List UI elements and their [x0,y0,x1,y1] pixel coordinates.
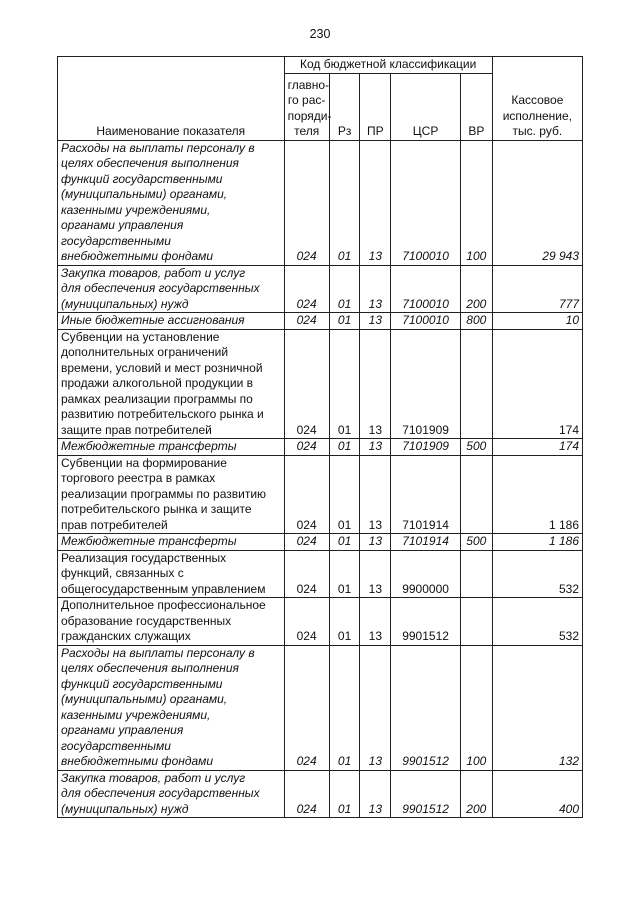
cell-amount: 777 [492,265,582,313]
cell-pr: 13 [360,455,391,534]
header-rz: Рз [329,73,360,140]
cell-vr: 200 [460,265,492,313]
cell-glav: 024 [284,329,329,439]
cell-csr: 9901512 [391,598,461,646]
cell-csr: 9900000 [391,550,461,598]
header-vr: ВР [460,73,492,140]
cell-name: Субвенции на установление дополнительных ограничений времени, условий и мест розничной продажи алкогольной продукции в рамках реализации программы по развитию потребительского рынка и защите прав потребителей [58,329,285,439]
table-row [58,534,583,551]
header-csr: ЦСР [391,73,461,140]
page-number: 230 [309,27,331,41]
cell-csr: 9901512 [391,645,461,770]
cell-name: Субвенции на формирование торгового реестра в рамках реализации программы по развитию потребительского рынка и защите прав потребителей [58,455,285,534]
cell-pr: 13 [360,265,391,313]
cell-rz: 01 [329,770,360,818]
cell-glav: 024 [284,550,329,598]
cell-pr: 13 [360,140,391,265]
cell-name: Межбюджетные трансферты [58,534,285,551]
cell-rz: 01 [329,329,360,439]
cell-glav: 024 [284,439,329,456]
cell-amount: 174 [492,329,582,439]
table-row [58,140,583,265]
cell-amount: 174 [492,439,582,456]
cell-pr: 13 [360,770,391,818]
cell-csr: 7100010 [391,140,461,265]
table-row [58,645,583,770]
table-row [58,439,583,456]
cell-amount: 1 186 [492,534,582,551]
table-row [58,455,583,534]
table-row [58,770,583,818]
cell-pr: 13 [360,439,391,456]
cell-rz: 01 [329,534,360,551]
cell-csr: 7100010 [391,265,461,313]
cell-name: Расходы на выплаты персоналу в целях обеспечения выполнения функций государственными (муниципальными) органами, казенными учреждениями, органами управления государственными внебюджетными фондами [58,645,285,770]
header-pr: ПР [360,73,391,140]
header-name: Наименование показателя [58,57,285,141]
cell-rz: 01 [329,455,360,534]
cell-amount: 532 [492,550,582,598]
header-classification-group: Код бюджетной классификации [284,57,492,74]
cell-glav: 024 [284,645,329,770]
header-glav: главно- го рас- поряди- теля [284,73,329,140]
cell-glav: 024 [284,598,329,646]
cell-amount: 10 [492,313,582,330]
cell-pr: 13 [360,598,391,646]
cell-rz: 01 [329,598,360,646]
cell-name: Расходы на выплаты персоналу в целях обеспечения выполнения функций государственными (муниципальными) органами, казенными учреждениями, органами управления государственными внебюджетными фондами [58,140,285,265]
cell-vr: 800 [460,313,492,330]
cell-rz: 01 [329,313,360,330]
cell-glav: 024 [284,455,329,534]
cell-csr: 9901512 [391,770,461,818]
cell-amount: 29 943 [492,140,582,265]
cell-csr: 7101909 [391,439,461,456]
cell-rz: 01 [329,550,360,598]
cell-name: Межбюджетные трансферты [58,439,285,456]
cell-rz: 01 [329,265,360,313]
cell-name: Закупка товаров, работ и услуг для обеспечения государственных (муниципальных) нужд [58,265,285,313]
cell-amount: 132 [492,645,582,770]
cell-vr [460,550,492,598]
cell-csr: 7101909 [391,329,461,439]
cell-glav: 024 [284,534,329,551]
table-row [58,265,583,313]
cell-name: Дополнительное профессиональное образование государственных гражданских служащих [58,598,285,646]
table-row [58,550,583,598]
cell-vr: 100 [460,645,492,770]
cell-name: Реализация государственных функций, связанных с общегосударственным управлением [58,550,285,598]
cell-vr [460,598,492,646]
cell-glav: 024 [284,140,329,265]
cell-pr: 13 [360,329,391,439]
cell-pr: 13 [360,550,391,598]
cell-pr: 13 [360,313,391,330]
cell-glav: 024 [284,313,329,330]
cell-csr: 7100010 [391,313,461,330]
cell-rz: 01 [329,140,360,265]
cell-glav: 024 [284,770,329,818]
header-amount: Кассовое исполнение, тыс. руб. [492,57,582,141]
cell-vr: 200 [460,770,492,818]
cell-pr: 13 [360,645,391,770]
cell-rz: 01 [329,439,360,456]
cell-amount: 532 [492,598,582,646]
cell-csr: 7101914 [391,534,461,551]
cell-amount: 400 [492,770,582,818]
cell-rz: 01 [329,645,360,770]
cell-pr: 13 [360,534,391,551]
cell-amount: 1 186 [492,455,582,534]
table-row [58,313,583,330]
table-row [58,329,583,439]
cell-vr: 500 [460,534,492,551]
cell-glav: 024 [284,265,329,313]
cell-vr [460,455,492,534]
budget-table [57,56,583,818]
cell-name: Иные бюджетные ассигнования [58,313,285,330]
cell-name: Закупка товаров, работ и услуг для обеспечения государственных (муниципальных) нужд [58,770,285,818]
cell-vr: 100 [460,140,492,265]
cell-vr [460,329,492,439]
table-row [58,598,583,646]
cell-csr: 7101914 [391,455,461,534]
cell-vr: 500 [460,439,492,456]
